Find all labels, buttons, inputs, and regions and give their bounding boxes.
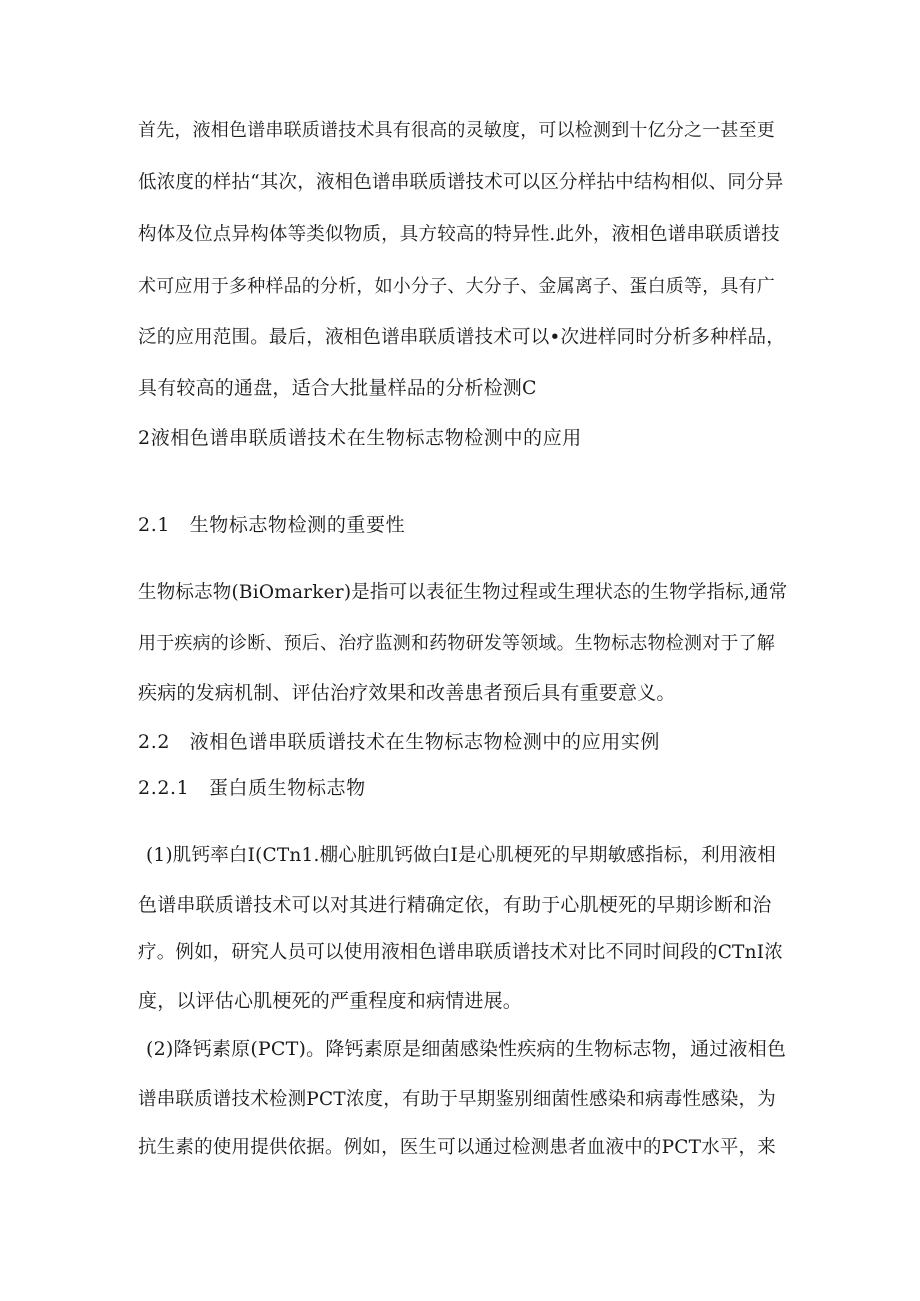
text-line: 泛的应用范围。最后，液相色谱串联质谱技术可以•次进样同时分析多种样品， xyxy=(138,327,785,348)
text-line: 疗。例如，研究人员可以使用液相色谱串联质谱技术对比不同时间段的CTnI浓 xyxy=(138,942,783,963)
text-line: 度，以评估心肌梗死的严重程度和病情进展。 xyxy=(138,990,523,1012)
text-line: 疾病的发病机制、评估治疗效果和改善患者预后具有重要意义。 xyxy=(138,682,676,704)
text-line: 生物标志物(BiOmarker)是指可以表征生物过程或生理状态的生物学指标,通常 xyxy=(138,582,788,603)
section-heading-2-2-1: 2.2.1 蛋白质生物标志物 xyxy=(138,777,366,799)
text-line: 构体及位点异构体等类似物质，具方较高的特异性.此外，液相色谱串联质谱技 xyxy=(138,224,780,245)
text-line: 谱串联质谱技术检测PCT浓度，有助于早期鉴别细菌性感染和病毒性感染，为 xyxy=(138,1089,776,1110)
text-line: 首先，液相色谱串联质谱技术具有很高的灵敏度，可以检测到十亿分之一甚至更 xyxy=(138,120,775,141)
section-heading-2-1: 2.1 生物标志物检测的重要性 xyxy=(138,514,406,536)
text-line: 用于疾病的诊断、预后、治疗监测和药物研发等领域。生物标志物检测对于了解 xyxy=(138,633,775,654)
section-heading-2: 2液相色谱串联质谱技术在生物标志物检测中的应用 xyxy=(138,427,582,449)
text-line: (1)肌钙率白I(CTn1.棚心脏肌钙做白I是心肌梗死的早期敏感指标，利用液相 xyxy=(146,845,776,866)
text-line: 色谱串联质谱技术可以对其进行精确定依，有助于心肌梗死的早期诊断和治 xyxy=(138,894,772,916)
text-line: 低浓度的样拈“其次，液相色谱串联质谱技术可以区分样拈中结构相似、同分异 xyxy=(138,172,784,193)
text-line: 术可应用于多种样品的分析，如小分子、大分子、金属离子、蛋白质等，具有广 xyxy=(138,276,775,297)
text-line: (2)降钙素原(PCT)。降钙素原是细菌感染性疾病的生物标志物，通过液相色 xyxy=(146,1038,787,1060)
section-heading-2-2: 2.2 液相色谱串联质谱技术在生物标志物检测中的应用实例 xyxy=(138,731,661,753)
text-line: 抗生素的使用提供依据。例如，医生可以通过检测患者血液中的PCT水平，来 xyxy=(138,1137,776,1158)
text-line: 具有较高的通盘，适合大批量样品的分析检测C xyxy=(138,377,537,399)
